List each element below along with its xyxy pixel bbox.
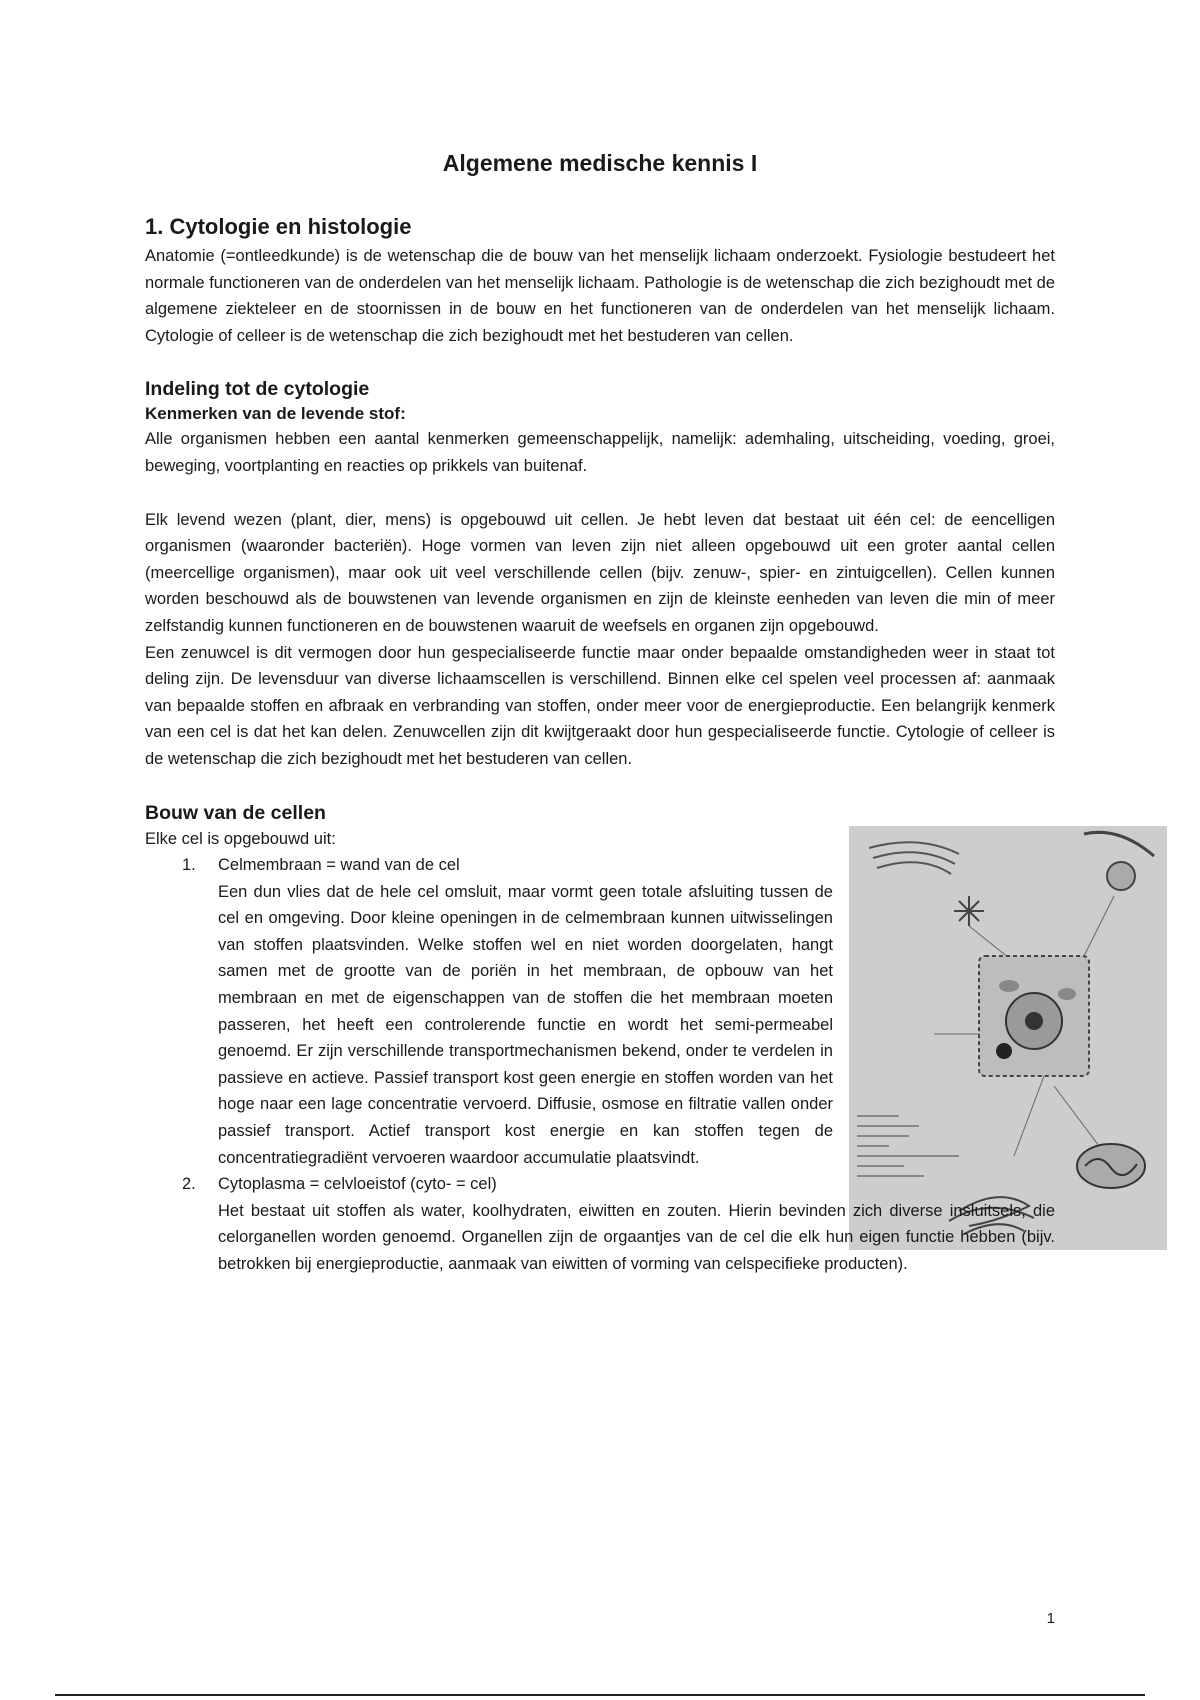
section-bouw [145, 800, 1055, 1278]
list-item-number: 1. [182, 856, 196, 875]
bouw-intro: Elke cel is opgebouwd uit: [145, 829, 336, 848]
list-item-number: 2. [182, 1175, 196, 1194]
list-item-cytoplasma [145, 1171, 1055, 1277]
paragraph-zenuwcel: Een zenuwcel is dit vermogen door hun gespecialiseerde functie maar onder bepaalde omstandigheden weer in staat tot deling zijn. De levensduur van diverse lichaamscellen is verschillend. Binnen elke cel spelen veel processen af: aanmaak van bepaalde stoffen en afbraak en verbranding van stoffen, onder meer voor de energieproductie. Een belangrijk kenmerk van een cel is dat het kan delen. Zenuwcellen zijn dit kwijtgeraakt door hun gespecialiseerde functie. Cytologie of celleer is de wetenschap die zich bezighoudt met het bestuderen van cellen. [145, 643, 1055, 768]
paragraph-levend-wezen: Elk levend wezen (plant, dier, mens) is opgebouwd uit cellen. Je hebt leven dat bestaat uit één cel: de eencelligen organismen (waaronder bacteriën). Hoge vormen van leven zijn niet alleen opgebouwd uit een groter aantal cellen (meercellige organismen), maar ook uit veel verschillende cellen (bijv. zenuw-, spier- en zintuigcellen). Cellen kunnen worden beschouwd als de bouwstenen van levende organismen en zijn de kleinste eenheden van leven die min of meer zelfstandig kunnen functioneren en de bouwstenen waaruit de weefsels en organen zijn opgebouwd. [145, 510, 1055, 635]
subsection-heading-indeling: Indeling tot de cytologie [145, 378, 370, 401]
page-number: 1 [1046, 1610, 1055, 1627]
list-item-heading: Celmembraan = wand van de cel [218, 856, 460, 875]
list-item-celmembraan [145, 852, 1055, 1171]
list-item-text: Een dun vlies dat de hele cel omsluit, maar vormt geen totale afsluiting tussen de cel en omgeving. Door kleine openingen in de celmembraan kunnen uitwisselingen van stoffen plaatsvinden. Welke stoffen wel en niet worden doorgelaten, hangt samen met de grootte van de poriën in het membraan, de opbouw van het membraan en met de eigenschappen van de stoffen die het membraan moeten passeren, het heeft een controlerende functie en wordt het semi-permeabel genoemd. Er zijn verschillende transportmechanismen bekend, onder te verdelen in passieve en actieve. Passief transport kost geen energie en stoffen worden van het hoge naar een lage concentratie vervoerd. Diffusie, osmose en filtratie vallen onder passief transport. Actief transport kost energie en kan stoffen tegen de concentratiegradiënt vervoeren waardoor accumulatie plaatsvindt. [218, 882, 833, 1167]
list-item-text: Het bestaat uit stoffen als water, koolhydraten, eiwitten en zouten. Hierin bevinden zich diverse insluitsels, die celorganellen worden genoemd. Organellen zijn de orgaantjes van de cel die elk hun eigen functie hebben (bijv. betrokken bij energieproductie, aanmaak van eiwitten of vorming van celspecifieke producten). [218, 1201, 1055, 1273]
cell-parts-list [145, 852, 1055, 1278]
document-content [145, 213, 1055, 1278]
document-title: Algemene medische kennis I [442, 150, 758, 176]
list-item-heading: Cytoplasma = celvloeistof (cyto- = cel) [218, 1175, 497, 1194]
paragraph-kenmerken: Alle organismen hebben een aantal kenmerken gemeenschappelijk, namelijk: ademhaling, uitscheiding, voeding, groei, beweging, voortplanting en reacties op prikkels van buitenaf. [145, 430, 1055, 475]
subheading-kenmerken: Kenmerken van de levende stof: [145, 404, 406, 424]
section-heading-cytologie: 1. Cytologie en histologie [145, 214, 412, 239]
subsection-heading-bouw: Bouw van de cellen [145, 801, 326, 824]
section-intro-paragraph: Anatomie (=ontleedkunde) is de wetenschap die de bouw van het menselijk lichaam onderzoekt. Fysiologie bestudeert het normale functioneren van de onderdelen van het menselijk lichaam. Pathologie is de wetenschap die zich bezighoudt met de algemene ziekteleer en de stoornissen in de bouw en het functioneren van de onderdelen van het menselijk lichaam. Cytologie of celleer is de wetenschap die zich bezighoudt met het bestuderen van cellen. [145, 247, 1055, 345]
footer-divider [55, 1694, 1145, 1696]
